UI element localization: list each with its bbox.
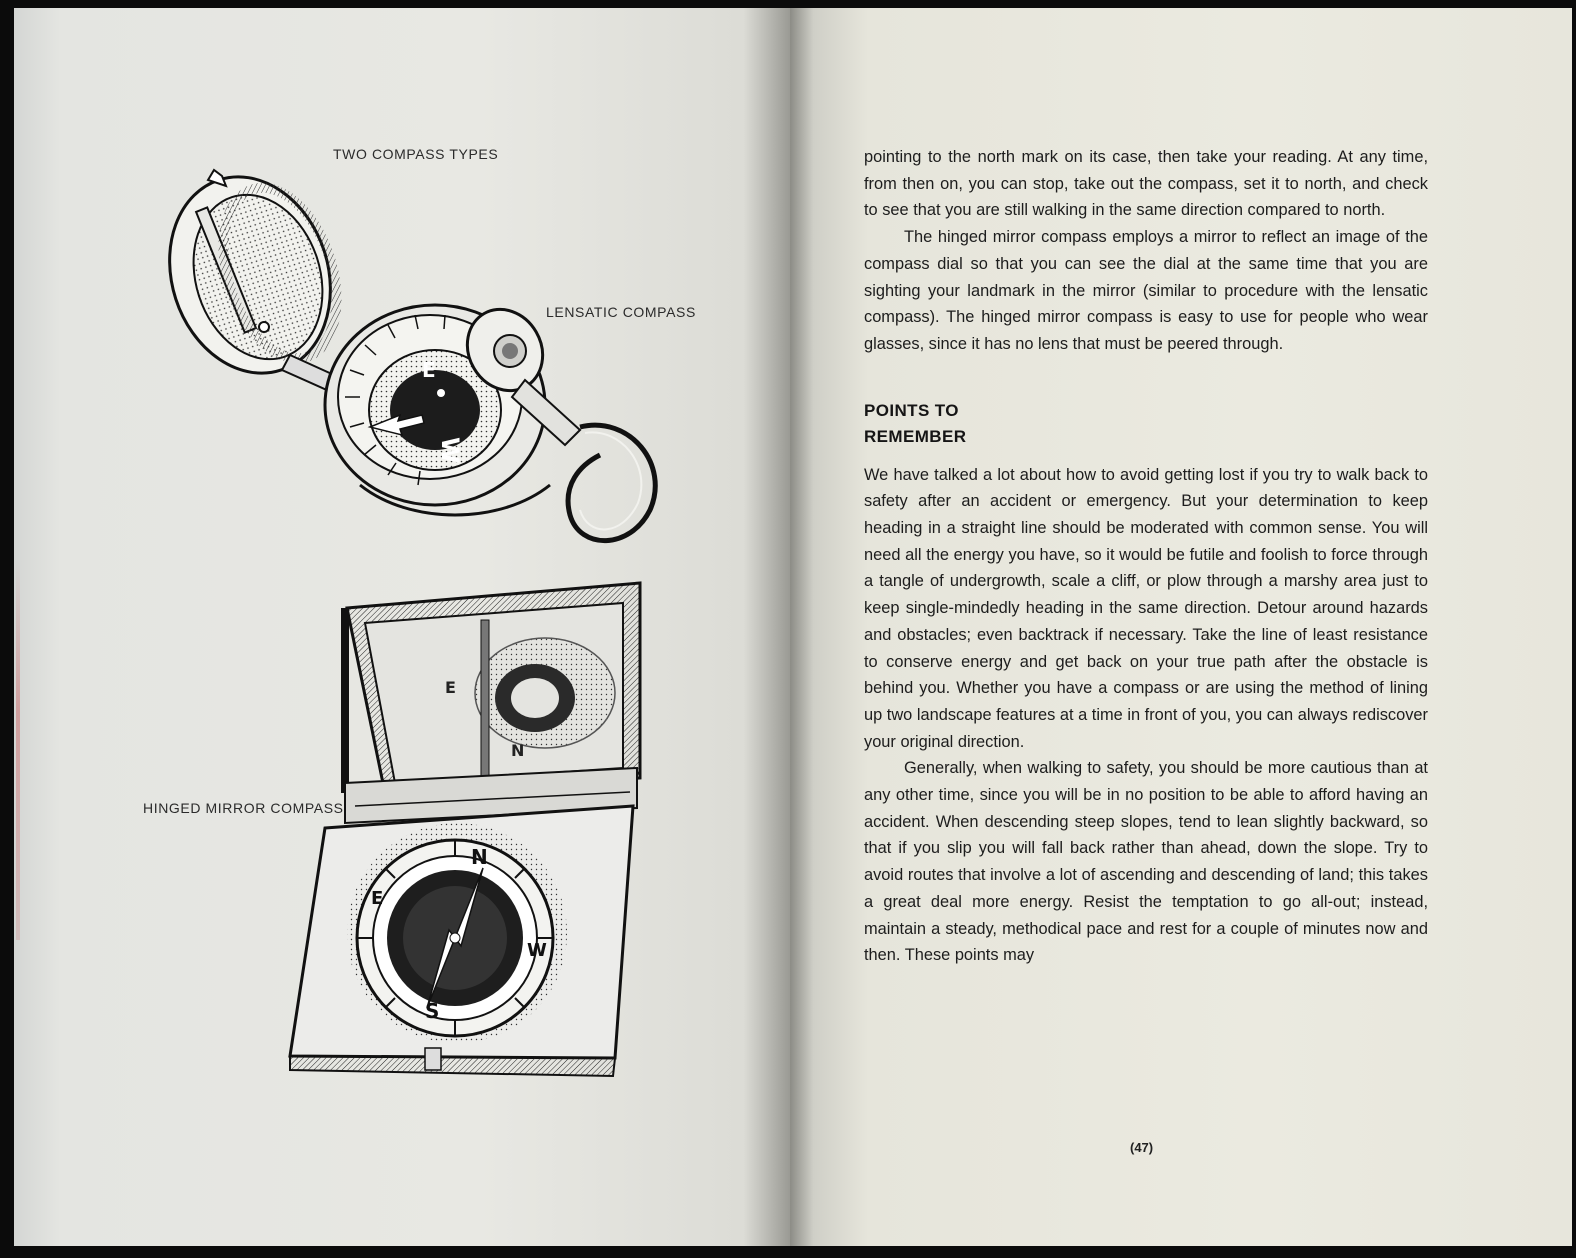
paragraph-4: Generally, when walking to safety, you should be more cautious than at any other time, since you will be in no position to be able to afford having an accident. When descending steep slopes, tend to lean slightly backward, so that if you slip you will fall back rather than ahead, down the slope. Try to avoid routes that involve a lot of ascending and descending of land; this takes a great deal more energy. Resist the temptation to go all-out; instead, maintain a steady, methodical pace and rest for a couple of minutes now and then. These points may (864, 759, 1428, 965)
hinged-mirror-compass-illustration (285, 578, 650, 1078)
paragraph-2: The hinged mirror compass employs a mirror to reflect an image of the compass dial so that you can see the dial at the same time that you are sighting your landmark in the mirror (similar to procedure with the lensatic compass). The hinged mirror compass is easy to use for people who wear glasses, since it has no lens that must be peered through. (864, 228, 1428, 353)
body-text (864, 144, 1428, 969)
base-dial-e: E (371, 888, 384, 909)
hinged-mirror-compass-label: HINGED MIRROR COMPASS (143, 800, 344, 816)
paragraph-1: pointing to the north mark on its case, then take your reading. At any time, from then on, you can stop, take out the compass, set it to north, and check to see that you are still walking in the same direction compared to north. (864, 148, 1428, 220)
section-heading (864, 398, 1428, 450)
mirror-dial-n: N (511, 741, 525, 760)
paragraph-3: We have talked a lot about how to avoid getting lost if you try to walk back to safety after an accident or emergency. But your determination to keep heading in a straight line should be moderated with common sense. You will need all the energy you have, so it would be futile and foolish to force through a tangle of undergrowth, scale a cliff, or plow through a marshy area just to keep single-mindedly heading in the same direction. Detour around hazards and obstacles; even backtrack if necessary. Take the line of least resistance to conserve energy and get back on your true path after the obstacle is behind you. Whether you have a compass or are using the method of lining up two landscape features at a time in front of you, you can always rediscover your original direction. (864, 465, 1428, 751)
heading-line-2: REMEMBER (864, 426, 967, 446)
lensatic-dial-e: E (422, 358, 436, 382)
lensatic-compass-illustration (160, 165, 670, 555)
page-number: (47) (1130, 1140, 1154, 1155)
heading-line-1: POINTS TO (864, 400, 959, 420)
base-dial-w: W (527, 940, 547, 961)
lensatic-dial-w: W (436, 437, 464, 464)
figure-title: TWO COMPASS TYPES (333, 146, 499, 162)
mirror-dial-e: E (445, 678, 456, 697)
base-dial-n: N (471, 845, 488, 869)
base-dial-s: S (425, 999, 440, 1023)
page-edge-mark (16, 560, 20, 940)
lensatic-compass-label: LENSATIC COMPASS (546, 304, 696, 320)
